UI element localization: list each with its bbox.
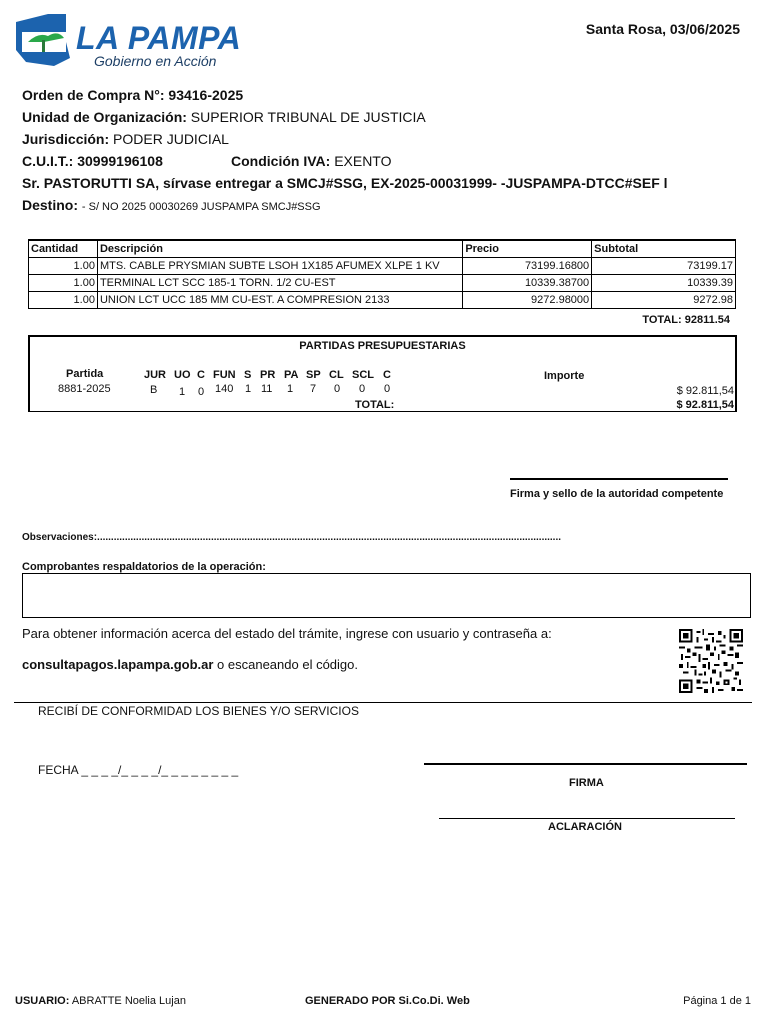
cell-descripcion: TERMINAL LCT SCC 185-1 TORN. 1/2 CU-EST	[97, 275, 462, 292]
aclaracion-label: ACLARACIÓN	[548, 821, 622, 833]
items-total: TOTAL: 92811.54	[642, 314, 730, 326]
jurisdiccion-value: PODER JUDICIAL	[113, 131, 229, 147]
comprobantes-box	[22, 573, 751, 618]
logo-subtitle: Gobierno en Acción	[94, 53, 217, 69]
jurisdiccion-label: Jurisdicción:	[22, 131, 110, 147]
cell-descripcion: UNION LCT UCC 185 MM CU-EST. A COMPRESION 2133	[97, 292, 462, 309]
val-pr: 11	[261, 383, 273, 395]
col-cl: CL	[329, 369, 344, 381]
link-suffix: o escaneando el código.	[213, 657, 358, 672]
observaciones: Observaciones:.......................................................................................................................................................................	[22, 532, 562, 543]
partida-value: 8881-2025	[58, 383, 111, 395]
col-s: S	[244, 369, 252, 381]
comprobantes-label: Comprobantes respaldatorios de la operación:	[22, 561, 266, 573]
destino-value: - S/ NO 2025 00030269 JUSPAMPA SMCJ#SSG	[81, 201, 321, 213]
usuario-label: USUARIO:	[15, 995, 70, 1007]
items-header-row	[29, 240, 736, 258]
partidas-total-value: $ 92.811,54	[676, 399, 734, 411]
val-c2: 0	[384, 383, 391, 395]
destino-label: Destino:	[22, 197, 78, 213]
unidad-label: Unidad de Organización:	[22, 109, 187, 125]
cell-cantidad: 1.00	[29, 258, 98, 275]
col-scl: SCL	[352, 369, 374, 381]
cell-subtotal: 9272.98	[592, 292, 736, 309]
fecha-field: FECHA _ _ _ _/_ _ _ _/_ _ _ _ _ _ _ _	[38, 763, 239, 777]
partidas-title: PARTIDAS PRESUPUESTARIAS	[299, 340, 466, 352]
entrega-line: Sr. PASTORUTTI SA, sírvase entregar a SMCJ#SSG, EX-2025-00031999- -JUSPAMPA-DTCC#SEF l	[22, 175, 668, 191]
col-cantidad: Cantidad	[29, 240, 98, 258]
partidas-box	[28, 335, 737, 412]
val-s: 1	[245, 383, 252, 395]
order-number-label: Orden de Compra N°:	[22, 87, 165, 103]
col-uo: UO	[174, 369, 191, 381]
firma-line	[424, 763, 747, 765]
place-date: Santa Rosa, 03/06/2025	[585, 21, 740, 37]
iva-line	[231, 153, 392, 169]
col-sp: SP	[306, 369, 321, 381]
cell-precio: 73199.16800	[463, 258, 592, 275]
jurisdiccion-line	[22, 131, 229, 147]
importe-label: Importe	[544, 370, 585, 382]
footer-usuario	[15, 995, 186, 1007]
items-table	[28, 239, 736, 309]
cell-precio: 9272.98000	[463, 292, 592, 309]
footer-pagina: Página 1 de 1	[683, 995, 751, 1007]
usuario-value: ABRATTE Noelia Lujan	[71, 995, 186, 1007]
order-number: 93416-2025	[168, 87, 244, 103]
col-precio: Precio	[463, 240, 592, 258]
cuit-line	[22, 153, 163, 169]
qr-code-icon[interactable]	[678, 629, 744, 693]
col-c: C	[197, 369, 205, 381]
authority-signature-label: Firma y sello de la autoridad competente	[510, 488, 724, 500]
footer-generado: GENERADO POR Si.Co.Di. Web	[305, 995, 470, 1007]
val-pa: 1	[287, 383, 294, 395]
unidad-value: SUPERIOR TRIBUNAL DE JUSTICIA	[190, 109, 426, 125]
val-sp: 7	[310, 383, 317, 395]
val-uo: 1	[179, 386, 186, 398]
authority-signature-line	[510, 478, 728, 480]
cell-subtotal: 10339.39	[592, 275, 736, 292]
col-subtotal: Subtotal	[592, 240, 736, 258]
val-fun: 140	[215, 383, 234, 395]
cuit-label: C.U.I.T.:	[22, 153, 74, 169]
col-pa: PA	[284, 369, 299, 381]
cell-subtotal: 73199.17	[592, 258, 736, 275]
recibi-text: RECIBÍ DE CONFORMIDAD LOS BIENES Y/O SERVICIOS	[38, 704, 359, 718]
iva-label: Condición IVA:	[231, 153, 331, 169]
consultapagos-link[interactable]: consultapagos.lapampa.gob.ar	[22, 657, 214, 672]
link-line	[22, 657, 358, 672]
table-row	[29, 275, 736, 292]
col-pr: PR	[260, 369, 276, 381]
table-row	[29, 258, 736, 275]
unidad-line	[22, 109, 426, 125]
la-pampa-logo-icon	[14, 12, 74, 68]
destino-line	[22, 197, 321, 213]
logo-title: LA PAMPA	[76, 20, 242, 56]
table-row	[29, 292, 736, 309]
firma-label: FIRMA	[569, 777, 604, 789]
importe-value: $ 92.811,54	[676, 385, 734, 397]
partidas-total-label: TOTAL:	[355, 399, 395, 411]
cell-cantidad: 1.00	[29, 275, 98, 292]
cell-cantidad: 1.00	[29, 292, 98, 309]
aclaracion-line	[439, 818, 735, 819]
val-cl: 0	[334, 383, 341, 395]
cell-descripcion: MTS. CABLE PRYSMIAN SUBTE LSOH 1X185 AFUMEX XLPE 1 KV	[97, 258, 462, 275]
col-descripcion: Descripción	[97, 240, 462, 258]
iva-value: EXENTO	[334, 153, 392, 169]
partida-label: Partida	[66, 368, 104, 380]
col-c2: C	[383, 369, 391, 381]
val-c: 0	[198, 386, 205, 398]
val-jur: B	[150, 384, 158, 396]
info-text: Para obtener información acerca del estado del trámite, ingrese con usuario y contraseña a:	[22, 626, 552, 641]
cell-precio: 10339.38700	[463, 275, 592, 292]
order-number-line	[22, 87, 243, 103]
section-divider	[14, 702, 752, 703]
val-scl: 0	[359, 383, 366, 395]
col-jur: JUR	[144, 369, 167, 381]
cuit-value: 30999196108	[77, 153, 163, 169]
col-fun: FUN	[213, 369, 236, 381]
